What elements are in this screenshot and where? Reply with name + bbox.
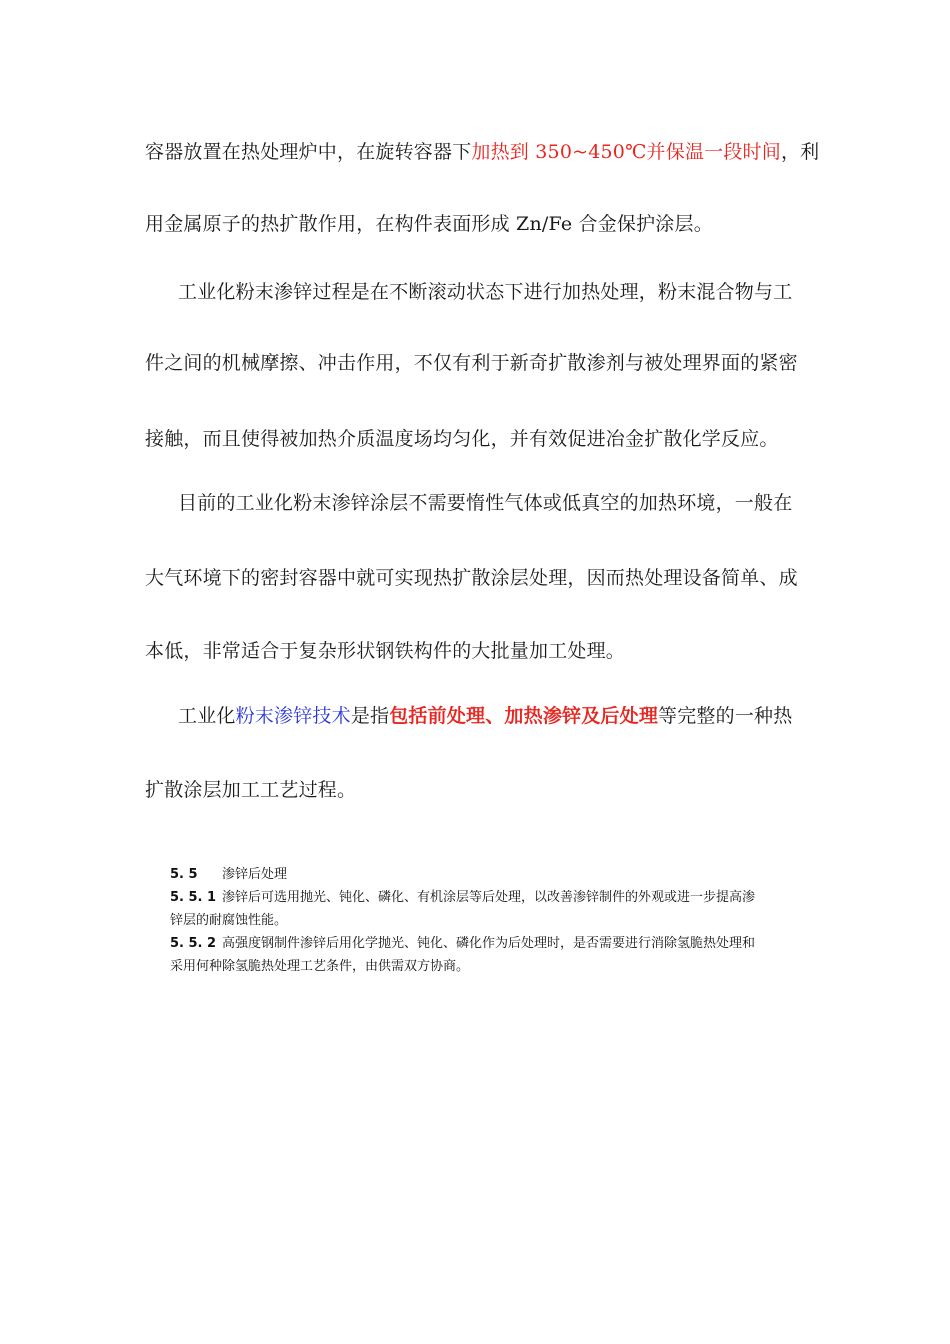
section-5-5-2-line2: 采用何种除氢脆热处理工艺条件，由供需双方协商。 — [170, 959, 470, 974]
section-text: 高强度钢制件渗锌后用化学抛光、钝化、磷化作为后处理时，是否需要进行消除氢脆热处理和 — [222, 936, 756, 951]
highlight-blue-text: 粉末渗锌技术 — [235, 705, 351, 727]
paragraph4-line2: 扩散涂层加工工艺过程。 — [145, 779, 357, 801]
section-5-5-1-line2: 锌层的耐腐蚀性能。 — [170, 913, 288, 928]
highlight-red-text: 加热到 350~450℃并保温一段时间 — [471, 141, 781, 163]
paragraph1-line2: 用金属原子的热扩散作用，在构件表面形成 Zn/Fe 合金保护涂层。 — [145, 213, 713, 235]
paragraph2-line3: 接触，而且使得被加热介质温度场均匀化，并有效促进冶金扩散化学反应。 — [145, 428, 779, 450]
paragraph3-line3: 本低，非常适合于复杂形状钢铁构件的大批量加工处理。 — [145, 640, 626, 662]
paragraph3-line1: 目前的工业化粉末渗锌涂层不需要惰性气体或低真空的加热环境，一般在 — [178, 492, 793, 514]
paragraph2-line1: 工业化粉末渗锌过程是在不断滚动状态下进行加热处理，粉末混合物与工 — [178, 281, 793, 303]
section-number: 5. 5 — [170, 867, 198, 882]
section-5-5-1-line1 — [170, 887, 830, 909]
text-run: 容器放置在热处理炉中，在旋转容器下 — [145, 141, 472, 163]
section-title: 渗锌后处理 — [222, 867, 288, 882]
paragraph3-line2: 大气环境下的密封容器中就可实现热扩散涂层处理，因而热处理设备简单、成 — [145, 567, 798, 589]
section-5-5-2-line1 — [170, 933, 830, 955]
text-run: ，利 — [780, 141, 820, 163]
paragraph2-line2: 件之间的机械摩擦、冲击作用，不仅有利于新奇扩散渗剂与被处理界面的紧密 — [145, 352, 798, 374]
text-run: 等完整的一种热 — [658, 705, 793, 727]
highlight-bold-red-text: 包括前处理、加热渗锌及后处理 — [389, 705, 659, 727]
section-text: 渗锌后可选用抛光、钝化、磷化、有机涂层等后处理，以改善渗锌制件的外观或进一步提高渗 — [222, 890, 756, 905]
text-run: 工业化 — [178, 705, 236, 727]
paragraph4-line1 — [178, 703, 825, 729]
paragraph1-line1 — [145, 139, 825, 165]
section-5-5-heading — [170, 864, 830, 886]
section-number: 5. 5. 1 — [170, 890, 217, 905]
section-number: 5. 5. 2 — [170, 936, 217, 951]
text-run: 是指 — [350, 705, 390, 727]
